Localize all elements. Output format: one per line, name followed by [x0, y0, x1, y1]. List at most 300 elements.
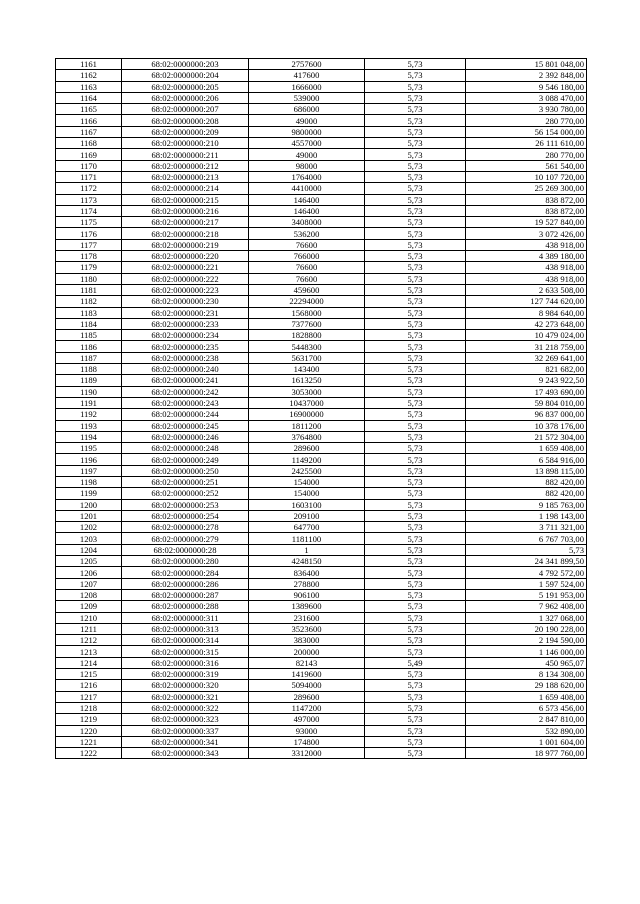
rate-cell: 5,73	[365, 228, 466, 239]
row-number-cell: 1186	[56, 341, 122, 352]
rate-cell: 5,73	[365, 284, 466, 295]
cadastral-number-cell: 68:02:0000000:214	[122, 183, 249, 194]
value-cell: 450 965,07	[466, 657, 587, 668]
table-row	[56, 70, 587, 81]
rate-cell: 5,73	[365, 138, 466, 149]
rate-cell: 5,73	[365, 149, 466, 160]
cadastral-number-cell: 68:02:0000000:343	[122, 748, 249, 759]
row-number-cell: 1216	[56, 680, 122, 691]
area-cell: 497000	[249, 714, 365, 725]
rate-cell: 5,73	[365, 443, 466, 454]
area-cell: 647700	[249, 522, 365, 533]
row-number-cell: 1193	[56, 420, 122, 431]
area-cell: 98000	[249, 160, 365, 171]
rate-cell: 5,73	[365, 70, 466, 81]
cadastral-number-cell: 68:02:0000000:248	[122, 443, 249, 454]
rate-cell: 5,73	[365, 92, 466, 103]
rate-cell: 5,73	[365, 126, 466, 137]
table-row	[56, 522, 587, 533]
value-cell: 3 711 321,00	[466, 522, 587, 533]
table-row	[56, 341, 587, 352]
table-row	[56, 375, 587, 386]
cadastral-number-cell: 68:02:0000000:211	[122, 149, 249, 160]
cadastral-number-cell: 68:02:0000000:204	[122, 70, 249, 81]
table-row	[56, 217, 587, 228]
area-cell: 76600	[249, 262, 365, 273]
area-cell: 5448300	[249, 341, 365, 352]
row-number-cell: 1174	[56, 205, 122, 216]
rate-cell: 5,73	[365, 669, 466, 680]
value-cell: 1 198 143,00	[466, 510, 587, 521]
rate-cell: 5,73	[365, 646, 466, 657]
rate-cell: 5,73	[365, 81, 466, 92]
cadastral-number-cell: 68:02:0000000:28	[122, 544, 249, 555]
cadastral-number-cell: 68:02:0000000:251	[122, 476, 249, 487]
table-row	[56, 397, 587, 408]
cadastral-number-cell: 68:02:0000000:208	[122, 115, 249, 126]
cadastral-number-cell: 68:02:0000000:315	[122, 646, 249, 657]
value-cell: 3 930 780,00	[466, 104, 587, 115]
row-number-cell: 1164	[56, 92, 122, 103]
rate-cell: 5,73	[365, 115, 466, 126]
cadastral-number-cell: 68:02:0000000:254	[122, 510, 249, 521]
rate-cell: 5,73	[365, 318, 466, 329]
table-row	[56, 533, 587, 544]
table-row	[56, 138, 587, 149]
area-cell: 1181100	[249, 533, 365, 544]
rate-cell: 5,73	[365, 205, 466, 216]
value-cell: 24 341 899,50	[466, 556, 587, 567]
value-cell: 438 918,00	[466, 273, 587, 284]
area-cell: 209100	[249, 510, 365, 521]
rate-cell: 5,49	[365, 657, 466, 668]
cadastral-number-cell: 68:02:0000000:207	[122, 104, 249, 115]
value-cell: 9 546 180,00	[466, 81, 587, 92]
value-cell: 4 792 572,00	[466, 567, 587, 578]
row-number-cell: 1198	[56, 476, 122, 487]
row-number-cell: 1171	[56, 171, 122, 182]
rate-cell: 5,73	[365, 307, 466, 318]
area-cell: 1811200	[249, 420, 365, 431]
table-row	[56, 352, 587, 363]
table-row	[56, 126, 587, 137]
area-cell: 4248150	[249, 556, 365, 567]
cadastral-number-cell: 68:02:0000000:209	[122, 126, 249, 137]
row-number-cell: 1195	[56, 443, 122, 454]
table-row	[56, 330, 587, 341]
rate-cell: 5,73	[365, 748, 466, 759]
value-cell: 4 389 180,00	[466, 251, 587, 262]
area-cell: 1389600	[249, 601, 365, 612]
area-cell: 4410000	[249, 183, 365, 194]
row-number-cell: 1163	[56, 81, 122, 92]
value-cell: 96 837 000,00	[466, 409, 587, 420]
cadastral-number-cell: 68:02:0000000:213	[122, 171, 249, 182]
area-cell: 154000	[249, 476, 365, 487]
area-cell: 174800	[249, 736, 365, 747]
value-cell: 280 770,00	[466, 115, 587, 126]
value-cell: 29 188 620,00	[466, 680, 587, 691]
area-cell: 3764800	[249, 431, 365, 442]
area-cell: 4557000	[249, 138, 365, 149]
cadastral-number-cell: 68:02:0000000:223	[122, 284, 249, 295]
value-cell: 1 659 408,00	[466, 691, 587, 702]
table-row	[56, 160, 587, 171]
cadastral-number-cell: 68:02:0000000:221	[122, 262, 249, 273]
table-row	[56, 284, 587, 295]
cadastral-number-cell: 68:02:0000000:206	[122, 92, 249, 103]
table-row	[56, 431, 587, 442]
area-cell: 93000	[249, 725, 365, 736]
table-row	[56, 635, 587, 646]
value-cell: 10 378 176,00	[466, 420, 587, 431]
table-row	[56, 623, 587, 634]
row-number-cell: 1210	[56, 612, 122, 623]
area-cell: 146400	[249, 205, 365, 216]
area-cell: 766000	[249, 251, 365, 262]
value-cell: 1 659 408,00	[466, 443, 587, 454]
rate-cell: 5,73	[365, 296, 466, 307]
area-cell: 1828800	[249, 330, 365, 341]
cadastral-number-cell: 68:02:0000000:217	[122, 217, 249, 228]
rate-cell: 5,73	[365, 680, 466, 691]
rate-cell: 5,73	[365, 499, 466, 510]
value-cell: 532 890,00	[466, 725, 587, 736]
cadastral-number-cell: 68:02:0000000:243	[122, 397, 249, 408]
rate-cell: 5,73	[365, 183, 466, 194]
table-row	[56, 81, 587, 92]
area-cell: 536200	[249, 228, 365, 239]
row-number-cell: 1172	[56, 183, 122, 194]
area-cell: 2425500	[249, 465, 365, 476]
row-number-cell: 1206	[56, 567, 122, 578]
value-cell: 5,73	[466, 544, 587, 555]
value-cell: 18 977 760,00	[466, 748, 587, 759]
cadastral-number-cell: 68:02:0000000:322	[122, 702, 249, 713]
area-cell: 16900000	[249, 409, 365, 420]
cadastral-number-cell: 68:02:0000000:288	[122, 601, 249, 612]
cadastral-number-cell: 68:02:0000000:235	[122, 341, 249, 352]
area-cell: 1603100	[249, 499, 365, 510]
cadastral-number-cell: 68:02:0000000:337	[122, 725, 249, 736]
cadastral-number-cell: 68:02:0000000:250	[122, 465, 249, 476]
cadastral-number-cell: 68:02:0000000:323	[122, 714, 249, 725]
cadastral-number-cell: 68:02:0000000:242	[122, 386, 249, 397]
cadastral-number-cell: 68:02:0000000:316	[122, 657, 249, 668]
cadastral-number-cell: 68:02:0000000:238	[122, 352, 249, 363]
table-row	[56, 578, 587, 589]
cadastral-number-cell: 68:02:0000000:205	[122, 81, 249, 92]
cadastral-number-cell: 68:02:0000000:244	[122, 409, 249, 420]
table-row	[56, 409, 587, 420]
rate-cell: 5,73	[365, 533, 466, 544]
rate-cell: 5,73	[365, 691, 466, 702]
table-row	[56, 194, 587, 205]
table-row	[56, 748, 587, 759]
row-number-cell: 1205	[56, 556, 122, 567]
value-cell: 561 540,00	[466, 160, 587, 171]
table-row	[56, 454, 587, 465]
row-number-cell: 1219	[56, 714, 122, 725]
rate-cell: 5,73	[365, 273, 466, 284]
row-number-cell: 1189	[56, 375, 122, 386]
row-number-cell: 1182	[56, 296, 122, 307]
value-cell: 2 392 848,00	[466, 70, 587, 81]
area-cell: 3523600	[249, 623, 365, 634]
cadastral-number-cell: 68:02:0000000:287	[122, 589, 249, 600]
area-cell: 1419600	[249, 669, 365, 680]
value-cell: 26 111 610,00	[466, 138, 587, 149]
row-number-cell: 1197	[56, 465, 122, 476]
cadastral-number-cell: 68:02:0000000:278	[122, 522, 249, 533]
table-row	[56, 104, 587, 115]
table-row	[56, 725, 587, 736]
rate-cell: 5,73	[365, 476, 466, 487]
cadastral-number-cell: 68:02:0000000:216	[122, 205, 249, 216]
area-cell: 7377600	[249, 318, 365, 329]
cadastral-number-cell: 68:02:0000000:245	[122, 420, 249, 431]
row-number-cell: 1188	[56, 364, 122, 375]
table-row	[56, 589, 587, 600]
row-number-cell: 1194	[56, 431, 122, 442]
area-cell: 906100	[249, 589, 365, 600]
table-row	[56, 499, 587, 510]
row-number-cell: 1187	[56, 352, 122, 363]
rate-cell: 5,73	[365, 104, 466, 115]
area-cell: 9800000	[249, 126, 365, 137]
area-cell: 3312000	[249, 748, 365, 759]
rate-cell: 5,73	[365, 171, 466, 182]
area-cell: 278800	[249, 578, 365, 589]
cadastral-number-cell: 68:02:0000000:279	[122, 533, 249, 544]
row-number-cell: 1161	[56, 59, 122, 70]
value-cell: 9 243 922,50	[466, 375, 587, 386]
cadastral-number-cell: 68:02:0000000:313	[122, 623, 249, 634]
row-number-cell: 1168	[56, 138, 122, 149]
table-row	[56, 183, 587, 194]
area-cell: 3408000	[249, 217, 365, 228]
table-row	[56, 736, 587, 747]
area-cell: 5631700	[249, 352, 365, 363]
value-cell: 438 918,00	[466, 262, 587, 273]
cadastral-number-cell: 68:02:0000000:220	[122, 251, 249, 262]
value-cell: 10 107 720,00	[466, 171, 587, 182]
area-cell: 49000	[249, 149, 365, 160]
area-cell: 82143	[249, 657, 365, 668]
table-row	[56, 205, 587, 216]
row-number-cell: 1211	[56, 623, 122, 634]
value-cell: 9 185 763,00	[466, 499, 587, 510]
area-cell: 289600	[249, 691, 365, 702]
row-number-cell: 1203	[56, 533, 122, 544]
row-number-cell: 1185	[56, 330, 122, 341]
rate-cell: 5,73	[365, 375, 466, 386]
area-cell: 686000	[249, 104, 365, 115]
rate-cell: 5,73	[365, 736, 466, 747]
rate-cell: 5,73	[365, 589, 466, 600]
cadastral-number-cell: 68:02:0000000:231	[122, 307, 249, 318]
row-number-cell: 1221	[56, 736, 122, 747]
cadastral-number-cell: 68:02:0000000:252	[122, 488, 249, 499]
cadastral-number-cell: 68:02:0000000:341	[122, 736, 249, 747]
table-row	[56, 488, 587, 499]
row-number-cell: 1179	[56, 262, 122, 273]
area-cell: 289600	[249, 443, 365, 454]
table-row	[56, 171, 587, 182]
value-cell: 2 847 810,00	[466, 714, 587, 725]
area-cell: 383000	[249, 635, 365, 646]
row-number-cell: 1170	[56, 160, 122, 171]
row-number-cell: 1199	[56, 488, 122, 499]
rate-cell: 5,73	[365, 725, 466, 736]
value-cell: 5 191 953,00	[466, 589, 587, 600]
cadastral-number-cell: 68:02:0000000:253	[122, 499, 249, 510]
row-number-cell: 1204	[56, 544, 122, 555]
rate-cell: 5,73	[365, 160, 466, 171]
table-row	[56, 420, 587, 431]
cadastral-value-table	[55, 58, 587, 759]
cadastral-number-cell: 68:02:0000000:249	[122, 454, 249, 465]
value-cell: 1 001 604,00	[466, 736, 587, 747]
value-cell: 1 327 068,00	[466, 612, 587, 623]
rate-cell: 5,73	[365, 364, 466, 375]
table-row	[56, 669, 587, 680]
table-row	[56, 702, 587, 713]
row-number-cell: 1215	[56, 669, 122, 680]
rate-cell: 5,73	[365, 262, 466, 273]
cadastral-number-cell: 68:02:0000000:233	[122, 318, 249, 329]
value-cell: 2 194 590,00	[466, 635, 587, 646]
area-cell: 1764000	[249, 171, 365, 182]
row-number-cell: 1162	[56, 70, 122, 81]
value-cell: 19 527 840,00	[466, 217, 587, 228]
rate-cell: 5,73	[365, 488, 466, 499]
value-cell: 42 273 648,00	[466, 318, 587, 329]
value-cell: 2 633 508,00	[466, 284, 587, 295]
area-cell: 1	[249, 544, 365, 555]
cadastral-number-cell: 68:02:0000000:320	[122, 680, 249, 691]
cadastral-number-cell: 68:02:0000000:212	[122, 160, 249, 171]
area-cell: 1666000	[249, 81, 365, 92]
area-cell: 143400	[249, 364, 365, 375]
row-number-cell: 1201	[56, 510, 122, 521]
document-page	[55, 58, 586, 759]
rate-cell: 5,73	[365, 59, 466, 70]
rate-cell: 5,73	[365, 601, 466, 612]
table-row	[56, 386, 587, 397]
row-number-cell: 1190	[56, 386, 122, 397]
area-cell: 1568000	[249, 307, 365, 318]
area-cell: 417600	[249, 70, 365, 81]
table-row	[56, 544, 587, 555]
table-row	[56, 92, 587, 103]
area-cell: 3053000	[249, 386, 365, 397]
row-number-cell: 1181	[56, 284, 122, 295]
table-row	[56, 601, 587, 612]
rate-cell: 5,73	[365, 510, 466, 521]
cadastral-number-cell: 68:02:0000000:314	[122, 635, 249, 646]
rate-cell: 5,73	[365, 465, 466, 476]
value-cell: 25 269 300,00	[466, 183, 587, 194]
value-cell: 438 918,00	[466, 239, 587, 250]
rate-cell: 5,73	[365, 217, 466, 228]
area-cell: 49000	[249, 115, 365, 126]
row-number-cell: 1167	[56, 126, 122, 137]
value-cell: 3 072 426,00	[466, 228, 587, 239]
value-cell: 31 218 759,00	[466, 341, 587, 352]
rate-cell: 5,73	[365, 714, 466, 725]
rate-cell: 5,73	[365, 612, 466, 623]
value-cell: 8 984 640,00	[466, 307, 587, 318]
rate-cell: 5,73	[365, 635, 466, 646]
table-row	[56, 691, 587, 702]
value-cell: 882 420,00	[466, 476, 587, 487]
cadastral-number-cell: 68:02:0000000:246	[122, 431, 249, 442]
table-row	[56, 567, 587, 578]
rate-cell: 5,73	[365, 330, 466, 341]
row-number-cell: 1212	[56, 635, 122, 646]
value-cell: 3 088 470,00	[466, 92, 587, 103]
row-number-cell: 1178	[56, 251, 122, 262]
area-cell: 154000	[249, 488, 365, 499]
value-cell: 882 420,00	[466, 488, 587, 499]
value-cell: 32 269 641,00	[466, 352, 587, 363]
table-row	[56, 59, 587, 70]
rate-cell: 5,73	[365, 341, 466, 352]
cadastral-number-cell: 68:02:0000000:219	[122, 239, 249, 250]
value-cell: 8 134 308,00	[466, 669, 587, 680]
rate-cell: 5,73	[365, 567, 466, 578]
area-cell: 200000	[249, 646, 365, 657]
area-cell: 10437000	[249, 397, 365, 408]
table-row	[56, 612, 587, 623]
table-row	[56, 262, 587, 273]
table-row	[56, 149, 587, 160]
value-cell: 21 572 304,00	[466, 431, 587, 442]
row-number-cell: 1196	[56, 454, 122, 465]
table-row	[56, 680, 587, 691]
area-cell: 539000	[249, 92, 365, 103]
area-cell: 459600	[249, 284, 365, 295]
table-body	[56, 59, 587, 759]
value-cell: 6 573 456,00	[466, 702, 587, 713]
row-number-cell: 1217	[56, 691, 122, 702]
row-number-cell: 1165	[56, 104, 122, 115]
cadastral-number-cell: 68:02:0000000:203	[122, 59, 249, 70]
value-cell: 56 154 000,00	[466, 126, 587, 137]
value-cell: 838 872,00	[466, 205, 587, 216]
row-number-cell: 1220	[56, 725, 122, 736]
rate-cell: 5,73	[365, 522, 466, 533]
row-number-cell: 1213	[56, 646, 122, 657]
area-cell: 22294000	[249, 296, 365, 307]
row-number-cell: 1184	[56, 318, 122, 329]
cadastral-number-cell: 68:02:0000000:286	[122, 578, 249, 589]
row-number-cell: 1207	[56, 578, 122, 589]
row-number-cell: 1169	[56, 149, 122, 160]
rate-cell: 5,73	[365, 454, 466, 465]
rate-cell: 5,73	[365, 702, 466, 713]
rate-cell: 5,73	[365, 431, 466, 442]
value-cell: 1 146 000,00	[466, 646, 587, 657]
row-number-cell: 1208	[56, 589, 122, 600]
area-cell: 76600	[249, 239, 365, 250]
value-cell: 6 767 703,00	[466, 533, 587, 544]
table-row	[56, 443, 587, 454]
value-cell: 10 479 024,00	[466, 330, 587, 341]
value-cell: 13 898 115,00	[466, 465, 587, 476]
cadastral-number-cell: 68:02:0000000:222	[122, 273, 249, 284]
